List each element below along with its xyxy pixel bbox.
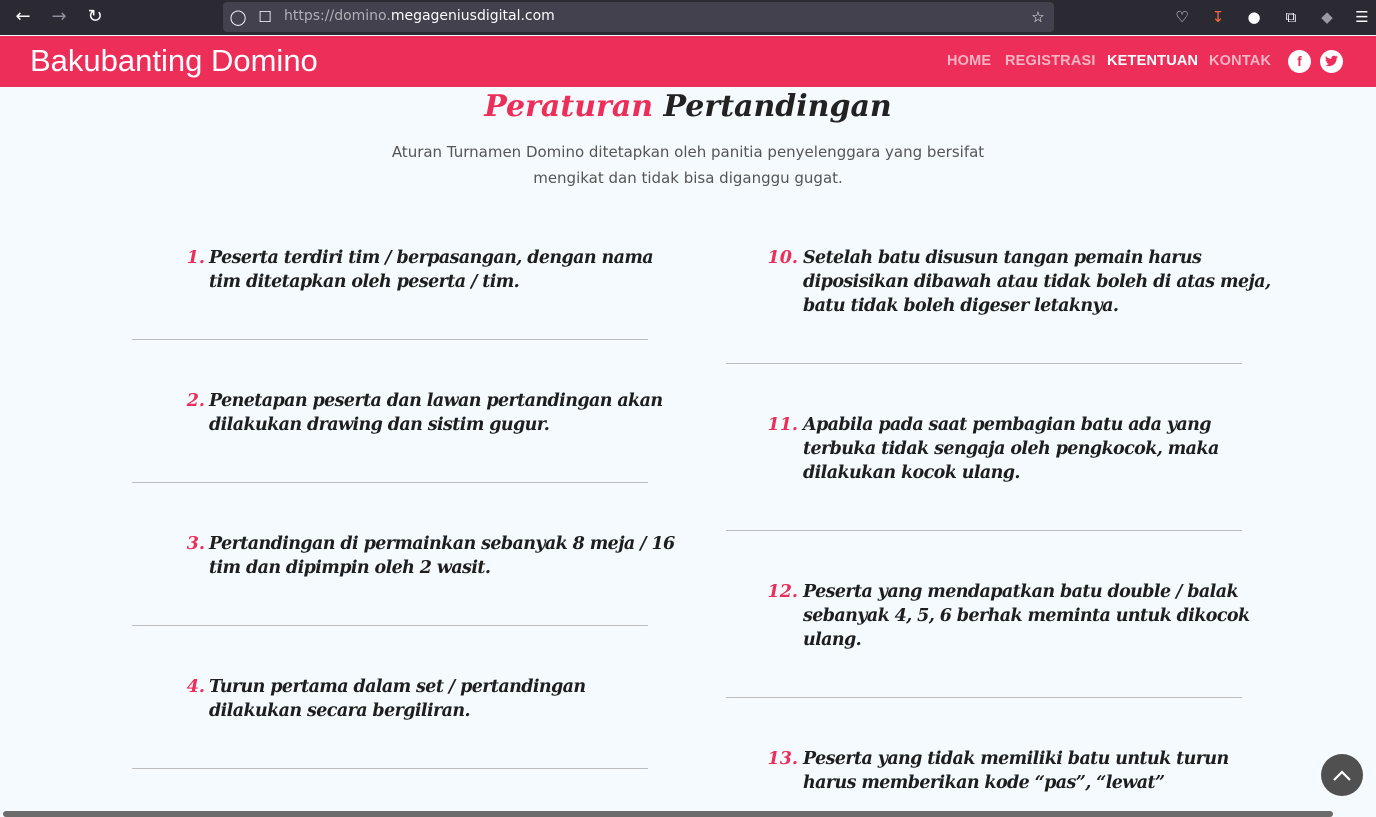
rule-number: 1. xyxy=(186,248,205,268)
brand-logo[interactable]: Bakubanting Domino xyxy=(30,43,318,78)
shield-icon[interactable]: ◯ xyxy=(229,8,247,26)
rule-line: Peserta yang mendapatkan batu double / balak xyxy=(803,582,1238,602)
scroll-to-top-button[interactable] xyxy=(1321,754,1363,796)
forward-icon[interactable]: → xyxy=(51,6,67,27)
divider xyxy=(726,530,1242,531)
rule-text xyxy=(209,532,675,580)
rule-line: Penetapan peserta dan lawan pertandingan akan xyxy=(209,391,663,411)
page-subtitle xyxy=(388,139,988,191)
rule-number: 4. xyxy=(186,677,205,697)
divider xyxy=(726,697,1242,698)
rule-number: 10. xyxy=(767,248,798,268)
profile-icon[interactable]: ● xyxy=(1247,8,1261,26)
facebook-icon[interactable]: f xyxy=(1288,50,1311,73)
page-title-accent: Peraturan xyxy=(484,89,654,124)
rule-line: sebanyak 4, 5, 6 berhak meminta untuk dikocok xyxy=(803,606,1250,626)
rule-line: Apabila pada saat pembagian batu ada yang xyxy=(803,415,1211,435)
twitter-bird-glyph xyxy=(1325,55,1338,67)
rule-line: dilakukan drawing dan sistim gugur. xyxy=(209,415,550,435)
rule-line: Turun pertama dalam set / pertandingan xyxy=(209,677,586,697)
subtitle-line: mengikat dan tidak bisa diganggu gugat. xyxy=(533,169,843,187)
rule-text xyxy=(803,747,1229,795)
subtitle-line: Aturan Turnamen Domino ditetapkan oleh panitia penyelenggara yang bersifat xyxy=(391,143,985,161)
site-header xyxy=(0,36,1376,87)
download-icon[interactable]: ↧ xyxy=(1211,8,1225,26)
extensions-icon[interactable]: ⧉ xyxy=(1285,8,1297,26)
extension-puzzle-icon[interactable]: ◆ xyxy=(1321,8,1333,26)
pocket-icon[interactable]: ♡ xyxy=(1175,8,1189,26)
divider xyxy=(132,625,648,626)
url-subdomain: domino. xyxy=(334,8,391,24)
twitter-icon[interactable] xyxy=(1320,50,1343,73)
url-domain: megageniusdigital.com xyxy=(390,8,555,24)
bookmark-star-icon[interactable]: ☆ xyxy=(1031,8,1045,26)
nav-registrasi[interactable]: REGISTRASI xyxy=(1005,53,1096,69)
rule-line: Peserta yang tidak memiliki batu untuk turun xyxy=(803,749,1229,769)
url-text xyxy=(284,8,555,24)
rule-line: dilakukan secara bergiliran. xyxy=(209,701,470,721)
horizontal-scrollbar[interactable] xyxy=(3,811,1333,817)
rule-text xyxy=(803,413,1219,485)
rule-line: dilakukan kocok ulang. xyxy=(803,463,1020,483)
rule-text xyxy=(803,580,1250,652)
browser-toolbar xyxy=(0,0,1376,35)
page-title-rest: Pertandingan xyxy=(663,89,892,124)
rule-number: 13. xyxy=(767,749,798,769)
nav-ketentuan[interactable]: KETENTUAN xyxy=(1107,53,1199,69)
rule-number: 2. xyxy=(186,391,205,411)
menu-icon[interactable]: ☰ xyxy=(1355,8,1369,26)
rule-line: batu tidak boleh digeser letaknya. xyxy=(803,296,1119,316)
rule-line: diposisikan dibawah atau tidak boleh di atas meja, xyxy=(803,272,1271,292)
rule-text xyxy=(209,389,662,437)
address-bar[interactable] xyxy=(223,2,1054,32)
rule-text xyxy=(209,675,586,723)
rule-line: Pertandingan di permainkan sebanyak 8 meja / 16 xyxy=(209,534,675,554)
divider xyxy=(132,339,648,340)
rule-text xyxy=(209,246,653,294)
rule-line: tim ditetapkan oleh peserta / tim. xyxy=(209,272,520,292)
rule-line: Peserta terdiri tim / berpasangan, dengan nama xyxy=(209,248,654,268)
url-scheme: https:// xyxy=(284,8,335,24)
divider xyxy=(132,768,648,769)
back-icon[interactable]: ← xyxy=(15,6,31,27)
rule-number: 12. xyxy=(767,582,798,602)
divider xyxy=(726,363,1242,364)
rule-line: tim dan dipimpin oleh 2 wasit. xyxy=(209,558,491,578)
divider xyxy=(132,482,648,483)
chevron-up-icon xyxy=(1332,770,1352,782)
rule-line: harus memberikan kode “pas”, “lewat” xyxy=(803,773,1165,793)
rule-number: 11. xyxy=(767,415,798,435)
page-title xyxy=(0,89,1376,124)
rule-line: ulang. xyxy=(803,630,862,650)
rule-line: Setelah batu disusun tangan pemain harus xyxy=(803,248,1202,268)
rule-number: 3. xyxy=(186,534,205,554)
lock-icon[interactable]: ☐ xyxy=(258,8,272,26)
reload-icon[interactable]: ↻ xyxy=(87,6,103,27)
rule-text xyxy=(803,246,1270,318)
nav-home[interactable]: HOME xyxy=(947,53,992,69)
rule-line: terbuka tidak sengaja oleh pengkocok, maka xyxy=(803,439,1219,459)
nav-kontak[interactable]: KONTAK xyxy=(1209,53,1272,69)
